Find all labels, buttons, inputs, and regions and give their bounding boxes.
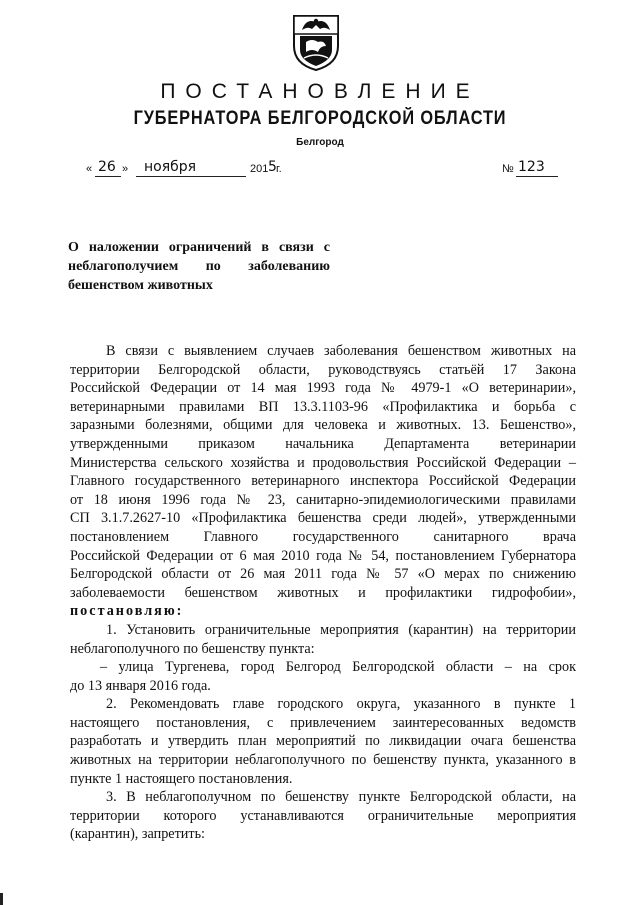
document-date	[86, 160, 286, 180]
date-year-suffix: г.	[276, 163, 282, 175]
item-1-line: неблагополучного по бешенству пункта:	[70, 640, 315, 657]
item-2-line: пункте 1 настоящего постановления.	[70, 770, 293, 787]
date-day: 26	[98, 159, 116, 175]
number-label: №	[502, 163, 514, 175]
body-line: постановлением Главного государственного санитарного врача	[70, 528, 576, 545]
item-1-bullet-line: – улица Тургенева, город Белгород Белгородской области – на срок	[100, 659, 576, 676]
number-underline	[516, 176, 558, 177]
body-line: от 18 июня 1996 года № 23, санитарно-эпидемиологическими правилами	[70, 491, 576, 508]
item-2-line: животных на территории неблагополучного по бешенству пункта, указанного в	[70, 752, 576, 769]
date-month: ноября	[144, 159, 197, 175]
date-close-quote: »	[122, 163, 129, 175]
body-line: утвержденными приказом начальника Департамента ветеринарии	[70, 435, 576, 452]
item-3-line: территории которого устанавливаются ограничительные мероприятия	[70, 807, 576, 824]
coat-of-arms-emblem	[290, 12, 342, 72]
date-year-digit: 5	[268, 159, 277, 175]
item-2-line: 2. Рекомендовать главе городского округа, указанного в пункте 1	[106, 696, 576, 713]
body-line: Российской Федерации от 6 мая 2010 года № 54, постановлением Губернатора	[70, 547, 576, 564]
body-line: Министерства сельского хозяйства и продовольствия Российской Федерации –	[70, 454, 576, 471]
body-line: ветеринарными правилами ВП 13.3.1103-96 «Профилактика и борьба с	[70, 398, 576, 415]
scan-edge-mark	[0, 893, 3, 905]
subject-line: бешенством животных	[68, 278, 213, 293]
coat-of-arms-icon	[290, 12, 342, 72]
number-value: 123	[518, 159, 545, 175]
item-2-line: разработать и утвердить план мероприятий по ликвидации очага бешенства	[70, 733, 576, 750]
subject-line: О наложении ограничений в связи с	[68, 240, 330, 255]
item-3-line: 3. В неблагополучном по бешенству пункте Белгородской области, на	[106, 789, 576, 806]
subject-line: неблагополучием по заболеванию	[68, 259, 330, 274]
body-line: заболеваемости бешенством животных и профилактики гидрофобии»,	[70, 584, 576, 601]
document-subject	[68, 238, 330, 295]
item-2-line: настоящего постановления, с привлечением заинтересованных ведомств	[70, 714, 576, 731]
body-line: В связи с выявлением случаев заболевания бешенством животных на	[106, 343, 576, 359]
date-month-underline	[136, 176, 246, 177]
body-line: территории Белгородской области, руководствуясь статьёй 17 Закона	[70, 361, 576, 378]
document-title: ПОСТАНОВЛЕНИЕ	[160, 80, 480, 103]
date-year-prefix: 201	[250, 163, 269, 175]
item-1-line: 1. Установить ограничительные мероприятия (карантин) на территории	[106, 621, 576, 638]
document-number	[502, 160, 582, 180]
document-city: Белгород	[296, 137, 344, 148]
document-issuer: ГУБЕРНАТОРА БЕЛГОРОДСКОЙ ОБЛАСТИ	[133, 108, 507, 129]
body-line: Главного государственного ветеринарного инспектора Российской Федерации	[70, 473, 576, 490]
date-day-underline	[95, 176, 121, 177]
document-body	[70, 342, 576, 844]
body-line: Российской Федерации от 14 мая 1993 года № 4979-1 «О ветеринарии»,	[70, 380, 576, 397]
date-open-quote: «	[86, 163, 93, 175]
item-3-line: (карантин), запретить:	[70, 826, 205, 843]
body-line: заразными болезнями, общими для человека и животных. 13. Бешенство»,	[70, 417, 576, 434]
resolve-word: постановляю:	[70, 603, 184, 620]
body-line: Белгородской области от 26 мая 2011 года № 57 «О мерах по снижению	[70, 566, 576, 583]
item-1-bullet-line: до 13 января 2016 года.	[70, 677, 211, 694]
body-line: СП 3.1.7.2627-10 «Профилактика бешенства среди людей», утвержденными	[70, 510, 576, 527]
